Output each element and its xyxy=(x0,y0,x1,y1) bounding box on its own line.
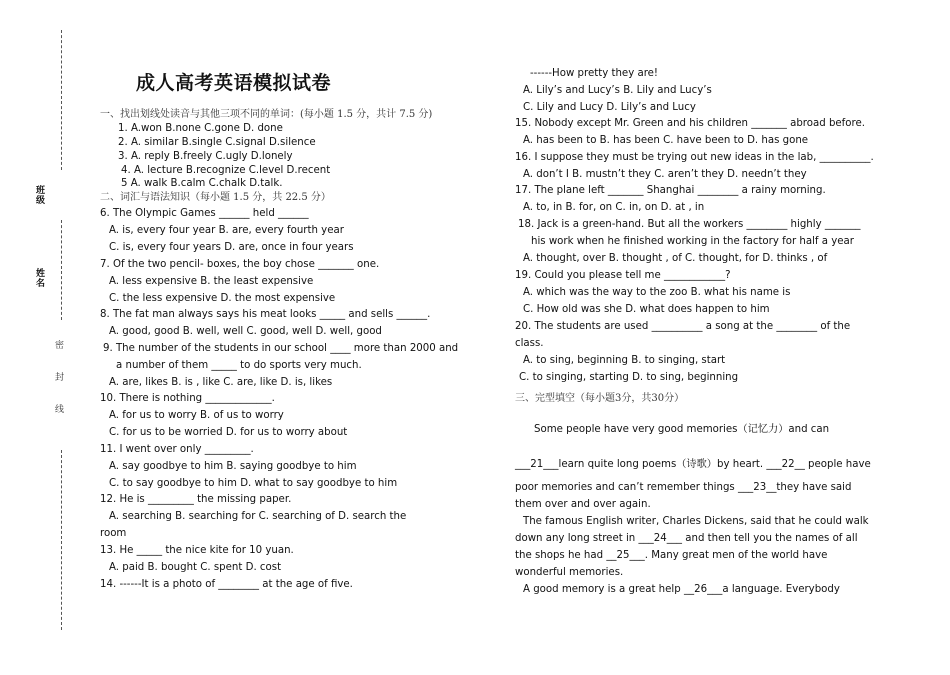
question-line: 一、找出划线处读音与其他三项不同的单词：(每小题 1.5 分，共计 7.5 分) xyxy=(100,109,433,120)
question-line: 15. Nobody except Mr. Green and his children _______ abroad before. xyxy=(515,118,865,129)
binding-dashed-line xyxy=(61,450,62,630)
question-line: 二、词汇与语法知识（每小题 1.5 分，共 22.5 分） xyxy=(100,192,331,203)
question-line: C. for us to be worried D. for us to worry about xyxy=(109,427,348,438)
question-line: A. to sing, beginning B. to singing, start xyxy=(523,355,726,366)
question-line: 6. The Olympic Games ______ held ______ xyxy=(100,208,309,219)
question-line: C. is, every four years D. are, once in four years xyxy=(109,242,354,253)
binding-margin xyxy=(0,0,75,675)
question-line: A. is, every four year B. are, every fourth year xyxy=(109,225,344,236)
name-label: 姓名 xyxy=(34,268,44,288)
question-line: 16. I suppose they must be trying out new ideas in the lab, __________. xyxy=(515,152,874,163)
question-line: A. Lily’s and Lucy’s B. Lily and Lucy’s xyxy=(523,85,712,96)
seal-char-mi: 密 xyxy=(55,341,65,351)
question-line: A. say goodbye to him B. saying goodbye to him xyxy=(109,461,357,472)
binding-dashed-line xyxy=(61,220,62,320)
question-line: A. good, good B. well, well C. good, well D. well, good xyxy=(109,326,382,337)
question-line: A. thought, over B. thought , of C. thought, for D. thinks , of xyxy=(523,253,828,264)
passage-line: A good memory is a great help __26___a language. Everybody xyxy=(523,584,840,595)
question-line: A. searching B. searching for C. searching of D. search the xyxy=(109,511,407,522)
question-line: C. Lily and Lucy D. Lily’s and Lucy xyxy=(523,102,696,113)
question-line: A. less expensive B. the least expensive xyxy=(109,276,314,287)
passage-line: poor memories and can’t remember things ___23__they have said xyxy=(515,482,852,493)
question-line: 12. He is _________ the missing paper. xyxy=(100,494,292,505)
question-line: his work when he finished working in the factory for half a year xyxy=(531,236,854,247)
question-line: A. are, likes B. is , like C. are, like D. is, likes xyxy=(109,377,333,388)
question-line: C. the less expensive D. the most expensive xyxy=(109,293,336,304)
question-line: 19. Could you please tell me ____________? xyxy=(515,270,731,281)
passage-line: ___21___learn quite long poems（诗歌）by heart. ___22__ people have xyxy=(515,459,871,470)
seal-char-feng: 封 xyxy=(55,373,65,383)
question-line: 17. The plane left _______ Shanghai ________ a rainy morning. xyxy=(515,185,826,196)
question-line: class. xyxy=(515,338,544,349)
passage-line: The famous English writer, Charles Dickens, said that he could walk xyxy=(523,516,869,527)
class-label: 班级 xyxy=(34,185,44,205)
question-line: A. to, in B. for, on C. in, on D. at , in xyxy=(523,202,705,213)
question-line: A. for us to worry B. of us to worry xyxy=(109,410,284,421)
question-line: 3. A. reply B.freely C.ugly D.lonely xyxy=(118,151,293,162)
question-line: 11. I went over only _________. xyxy=(100,444,254,455)
binding-dashed-line xyxy=(61,30,62,170)
question-line: 10. There is nothing _____________. xyxy=(100,393,275,404)
question-line: 8. The fat man always says his meat looks _____ and sells ______. xyxy=(100,309,431,320)
question-line: C. to say goodbye to him D. what to say goodbye to him xyxy=(109,478,398,489)
question-line: 18. Jack is a green-hand. But all the workers ________ highly _______ xyxy=(518,219,861,230)
question-line: A. has been to B. has been C. have been to D. has gone xyxy=(523,135,809,146)
question-line: A. paid B. bought C. spent D. cost xyxy=(109,562,282,573)
question-line: 20. The students are used __________ a song at the ________ of the xyxy=(515,321,851,332)
question-line: C. How old was she D. what does happen to him xyxy=(523,304,770,315)
question-line: 2. A. similar B.single C.signal D.silence xyxy=(118,137,316,148)
question-line: 9. The number of the students in our school ____ more than 2000 and xyxy=(103,343,459,354)
question-line: ------How pretty they are! xyxy=(530,68,659,79)
question-line: 7. Of the two pencil- boxes, the boy chose _______ one. xyxy=(100,259,380,270)
question-line: 14. ------It is a photo of ________ at the age of five. xyxy=(100,579,353,590)
passage-line: down any long street in ___24___ and then tell you the names of all xyxy=(515,533,858,544)
passage-line: the shops he had __25___. Many great men of the world have xyxy=(515,550,828,561)
seal-char-xian: 线 xyxy=(55,405,65,415)
question-line: 1. A.won B.none C.gone D. done xyxy=(118,123,283,134)
question-line: room xyxy=(100,528,127,539)
passage-line: wonderful memories. xyxy=(515,567,624,578)
exam-title: 成人高考英语模拟试卷 xyxy=(136,72,332,94)
question-line: 5 A. walk B.calm C.chalk D.talk. xyxy=(121,178,283,189)
question-line: C. to singing, starting D. to sing, beginning xyxy=(519,372,739,383)
question-line: 三、完型填空（每小题3分，共30分） xyxy=(515,393,685,404)
passage-line: Some people have very good memories（记忆力）and can xyxy=(534,424,830,435)
question-line: a number of them _____ to do sports very much. xyxy=(116,360,362,371)
question-line: A. which was the way to the zoo B. what his name is xyxy=(523,287,791,298)
question-line: A. don’t I B. mustn’t they C. aren’t they D. needn’t they xyxy=(523,169,807,180)
question-line: 13. He _____ the nice kite for 10 yuan. xyxy=(100,545,294,556)
question-line: 4. A. lecture B.recognize C.level D.recent xyxy=(121,165,331,176)
passage-line: them over and over again. xyxy=(515,499,651,510)
